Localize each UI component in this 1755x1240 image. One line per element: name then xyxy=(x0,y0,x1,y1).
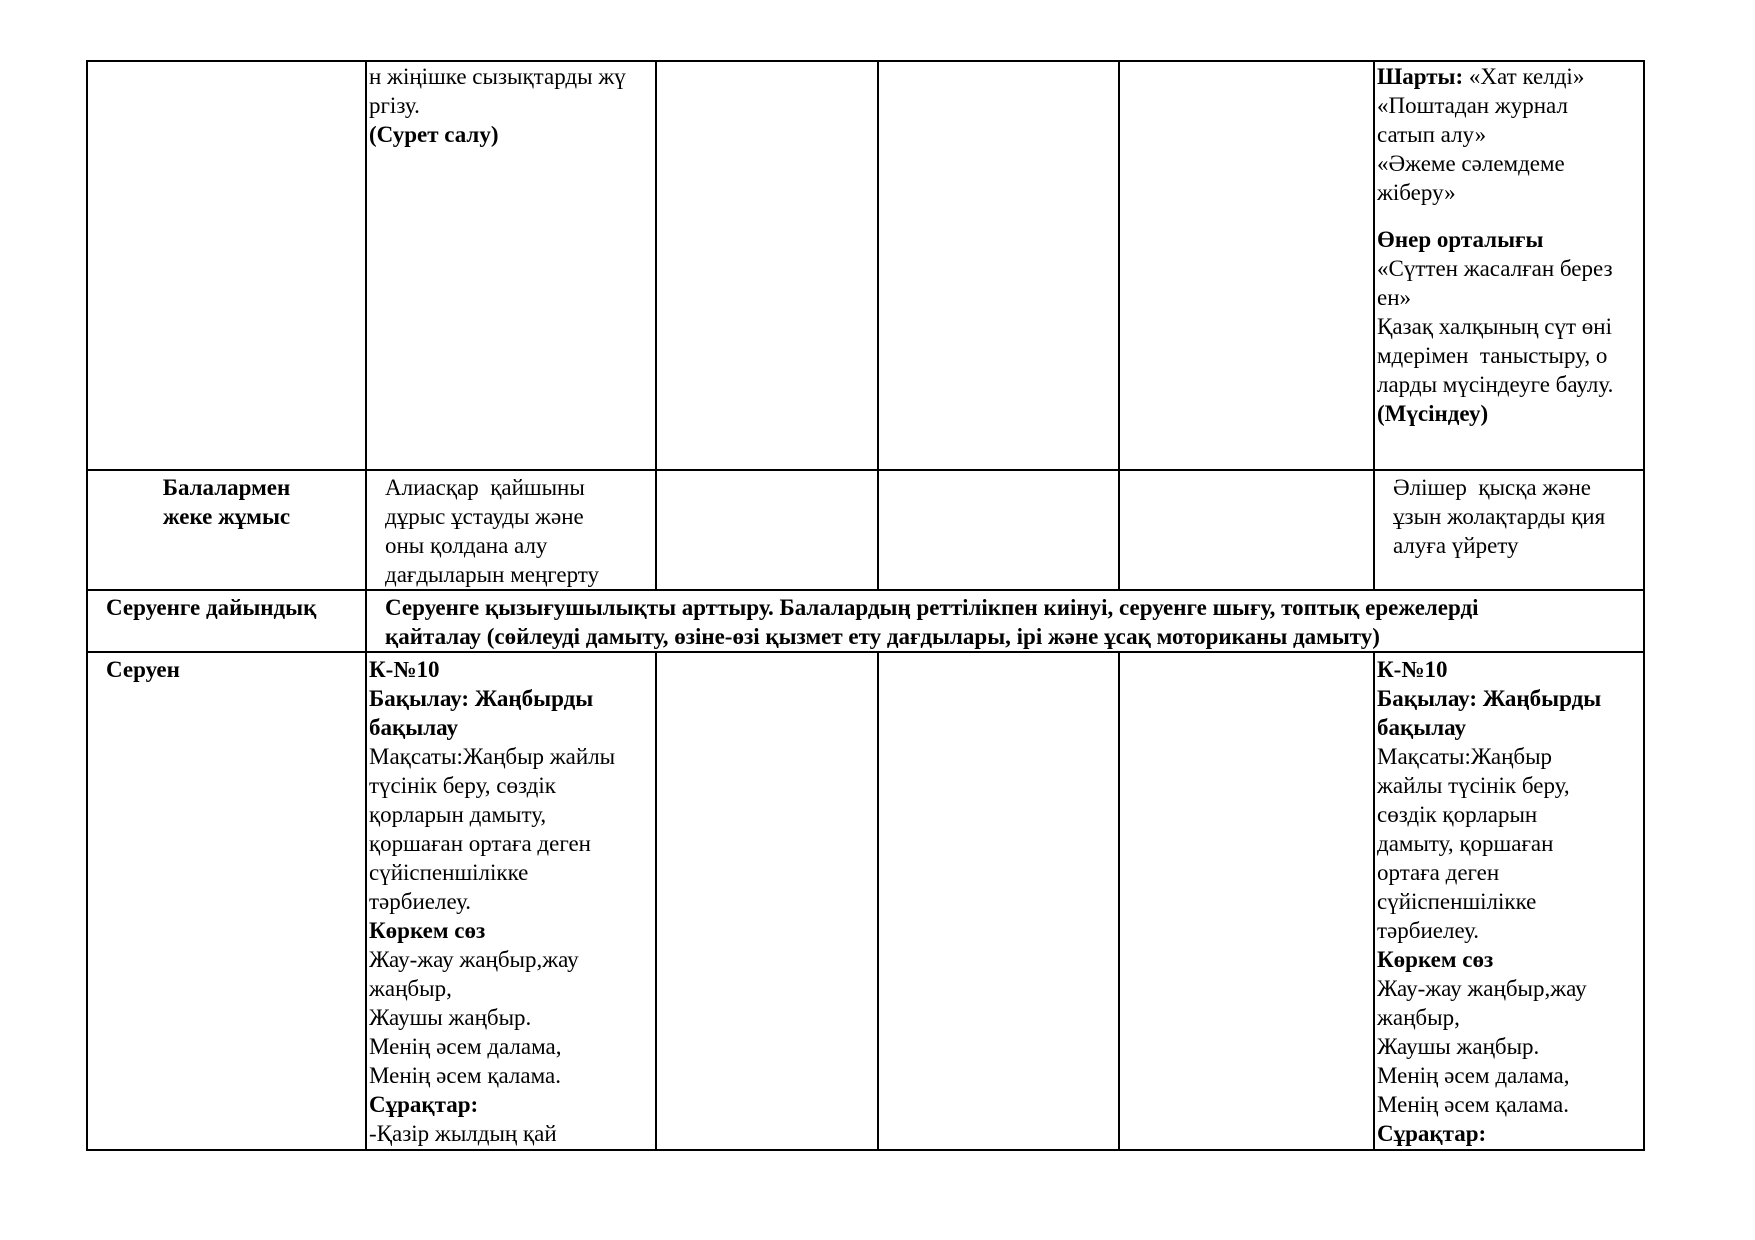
cell-lines xyxy=(385,593,1641,651)
row-label-individual-work xyxy=(87,470,366,590)
cell-text-line: «Әжеме сәлемдеме xyxy=(1377,151,1565,176)
cell-lines xyxy=(1377,655,1641,1148)
cell-text-line: «Сүттен жасалған берез xyxy=(1377,256,1613,281)
row-label-empty xyxy=(87,61,366,470)
cell-walk-prep-text xyxy=(366,590,1644,652)
cell-text-line: ұзын жолақтарды қия xyxy=(1393,504,1606,529)
cell-text-line: Жаушы жаңбыр. xyxy=(369,1005,532,1030)
cell-friday-individual xyxy=(1374,470,1644,590)
cell-text-line: -Қазір жылдың қай xyxy=(369,1121,557,1146)
cell-heading-line: Бақылау: Жаңбырды xyxy=(1377,686,1602,711)
cell-lines xyxy=(369,655,653,1148)
table-row-walk xyxy=(87,652,1644,1150)
cell-text-line: «Поштадан журнал xyxy=(1377,93,1568,118)
cell-tuesday-walk xyxy=(656,652,878,1150)
row-label-walk: Серуен xyxy=(87,652,366,1150)
cell-text-line: н жіңішке сызықтарды жү xyxy=(369,64,626,89)
cell-text-line: сөздік қорларын xyxy=(1377,802,1538,827)
cell-monday-individual xyxy=(366,470,656,590)
cell-heading-line: К-№10 xyxy=(369,657,440,682)
table-row-individual-work xyxy=(87,470,1644,590)
cell-heading-line: (Мүсіндеу) xyxy=(1377,401,1489,426)
cell-text-line: мдерімен таныстыру, о xyxy=(1377,343,1608,368)
cell-heading-line: Көркем сөз xyxy=(1377,947,1494,972)
cell-heading-line: Сұрақтар: xyxy=(369,1092,479,1117)
cell-lead-label: Шарты: xyxy=(1377,64,1464,89)
art-center-block xyxy=(1377,225,1641,428)
cell-text-line: ларды мүсіндеуге баулу. xyxy=(1377,372,1614,397)
cell-thursday-individual xyxy=(1119,470,1374,590)
cell-wednesday-walk xyxy=(878,652,1119,1150)
cell-lines xyxy=(369,62,653,149)
cell-text-line: Менің әсем қалама. xyxy=(369,1063,561,1088)
cell-heading-line: бақылау xyxy=(1377,715,1466,740)
cell-text-line: Әлішер қысқа және xyxy=(1393,475,1591,500)
cell-heading-line: К-№10 xyxy=(1377,657,1448,682)
table-row-walk-prep xyxy=(87,590,1644,652)
cell-text-line: қайталау (сөйлеуді дамыту, өзіне-өзі қызмет ету дағдылары, ірі және ұсақ моториканы дамыту) xyxy=(385,624,1380,649)
cell-text-line: сатып алу» xyxy=(1377,122,1487,147)
cell-text-line: түсінік беру, сөздік xyxy=(369,773,556,798)
cell-lines xyxy=(385,473,653,589)
cell-text-line: ортаға деген xyxy=(1377,860,1500,885)
cell-tuesday-activity xyxy=(656,61,878,470)
cell-text-line: тәрбиелеу. xyxy=(369,889,472,914)
cell-heading-line: Бақылау: Жаңбырды xyxy=(369,686,594,711)
cell-text-line: Алиасқар қайшыны xyxy=(385,475,585,500)
cell-text-line: Менің әсем далама, xyxy=(369,1034,562,1059)
cell-text-line: дағдыларын меңгерту xyxy=(385,562,600,587)
row-label-walk-prep: Серуенге дайындық xyxy=(87,590,366,652)
cell-friday-walk xyxy=(1374,652,1644,1150)
cell-heading-line: бақылау xyxy=(369,715,458,740)
cell-monday-activity xyxy=(366,61,656,470)
cell-text-line: сүйіспеншілікке xyxy=(369,860,529,885)
cell-text-line: жіберу» xyxy=(1377,180,1456,205)
cell-heading-line: Өнер орталығы xyxy=(1377,227,1544,252)
cell-wednesday-individual xyxy=(878,470,1119,590)
cell-text-line: Менің әсем далама, xyxy=(1377,1063,1570,1088)
cell-lines xyxy=(1393,473,1641,560)
cell-text-line: қорларын дамыту, xyxy=(369,802,547,827)
cell-text-line: тәрбиелеу. xyxy=(1377,918,1480,943)
conditions-block xyxy=(1377,62,1641,207)
cell-text-line: ргізу. xyxy=(369,93,420,118)
cell-text-line: Балалармен xyxy=(162,475,291,500)
cell-text-line: жаңбыр, xyxy=(1377,1005,1460,1030)
cell-text-line: Серуенге қызығушылықты арттыру. Балалардың реттілікпен киінуі, серуенге шығу, топтық ережелерді xyxy=(385,595,1479,620)
table-row-activity xyxy=(87,61,1644,470)
cell-text-line: Жаушы жаңбыр. xyxy=(1377,1034,1540,1059)
cell-thursday-activity xyxy=(1119,61,1374,470)
cell-text-line: қоршаған ортаға деген xyxy=(369,831,591,856)
cell-text-line: Мақсаты:Жаңбыр xyxy=(1377,744,1553,769)
cell-text-line: дамыту, қоршаған xyxy=(1377,831,1554,856)
cell-text-line: ен» xyxy=(1377,285,1412,310)
cell-text-line: Жау-жау жаңбыр,жау xyxy=(1377,976,1587,1001)
cell-text-line: дұрыс ұстауды және xyxy=(385,504,584,529)
cell-text-line: оны қолдана алу xyxy=(385,533,548,558)
cell-heading-line: Көркем сөз xyxy=(369,918,486,943)
cell-text-line: алуға үйрету xyxy=(1393,533,1519,558)
cell-text-line: жаңбыр, xyxy=(369,976,452,1001)
cell-text-line: Мақсаты:Жаңбыр жайлы xyxy=(369,744,616,769)
row-label-lines xyxy=(90,473,363,531)
cell-monday-walk xyxy=(366,652,656,1150)
schedule-table xyxy=(86,60,1645,1151)
cell-text-line: жеке жұмыс xyxy=(162,504,291,529)
cell-wednesday-activity xyxy=(878,61,1119,470)
cell-text-line: Қазақ халқының сүт өні xyxy=(1377,314,1613,339)
cell-text-line: Шарты: «Хат келді» xyxy=(1377,64,1585,89)
cell-text-line: сүйіспеншілікке xyxy=(1377,889,1537,914)
cell-text-line: Жау-жау жаңбыр,жау xyxy=(369,947,579,972)
cell-tuesday-individual xyxy=(656,470,878,590)
cell-heading-line: (Сурет салу) xyxy=(369,122,499,147)
cell-heading-line: Сұрақтар: xyxy=(1377,1121,1487,1146)
cell-text-line: Менің әсем қалама. xyxy=(1377,1092,1569,1117)
cell-friday-activity xyxy=(1374,61,1644,470)
cell-text-line: жайлы түсінік беру, xyxy=(1377,773,1570,798)
cell-thursday-walk xyxy=(1119,652,1374,1150)
